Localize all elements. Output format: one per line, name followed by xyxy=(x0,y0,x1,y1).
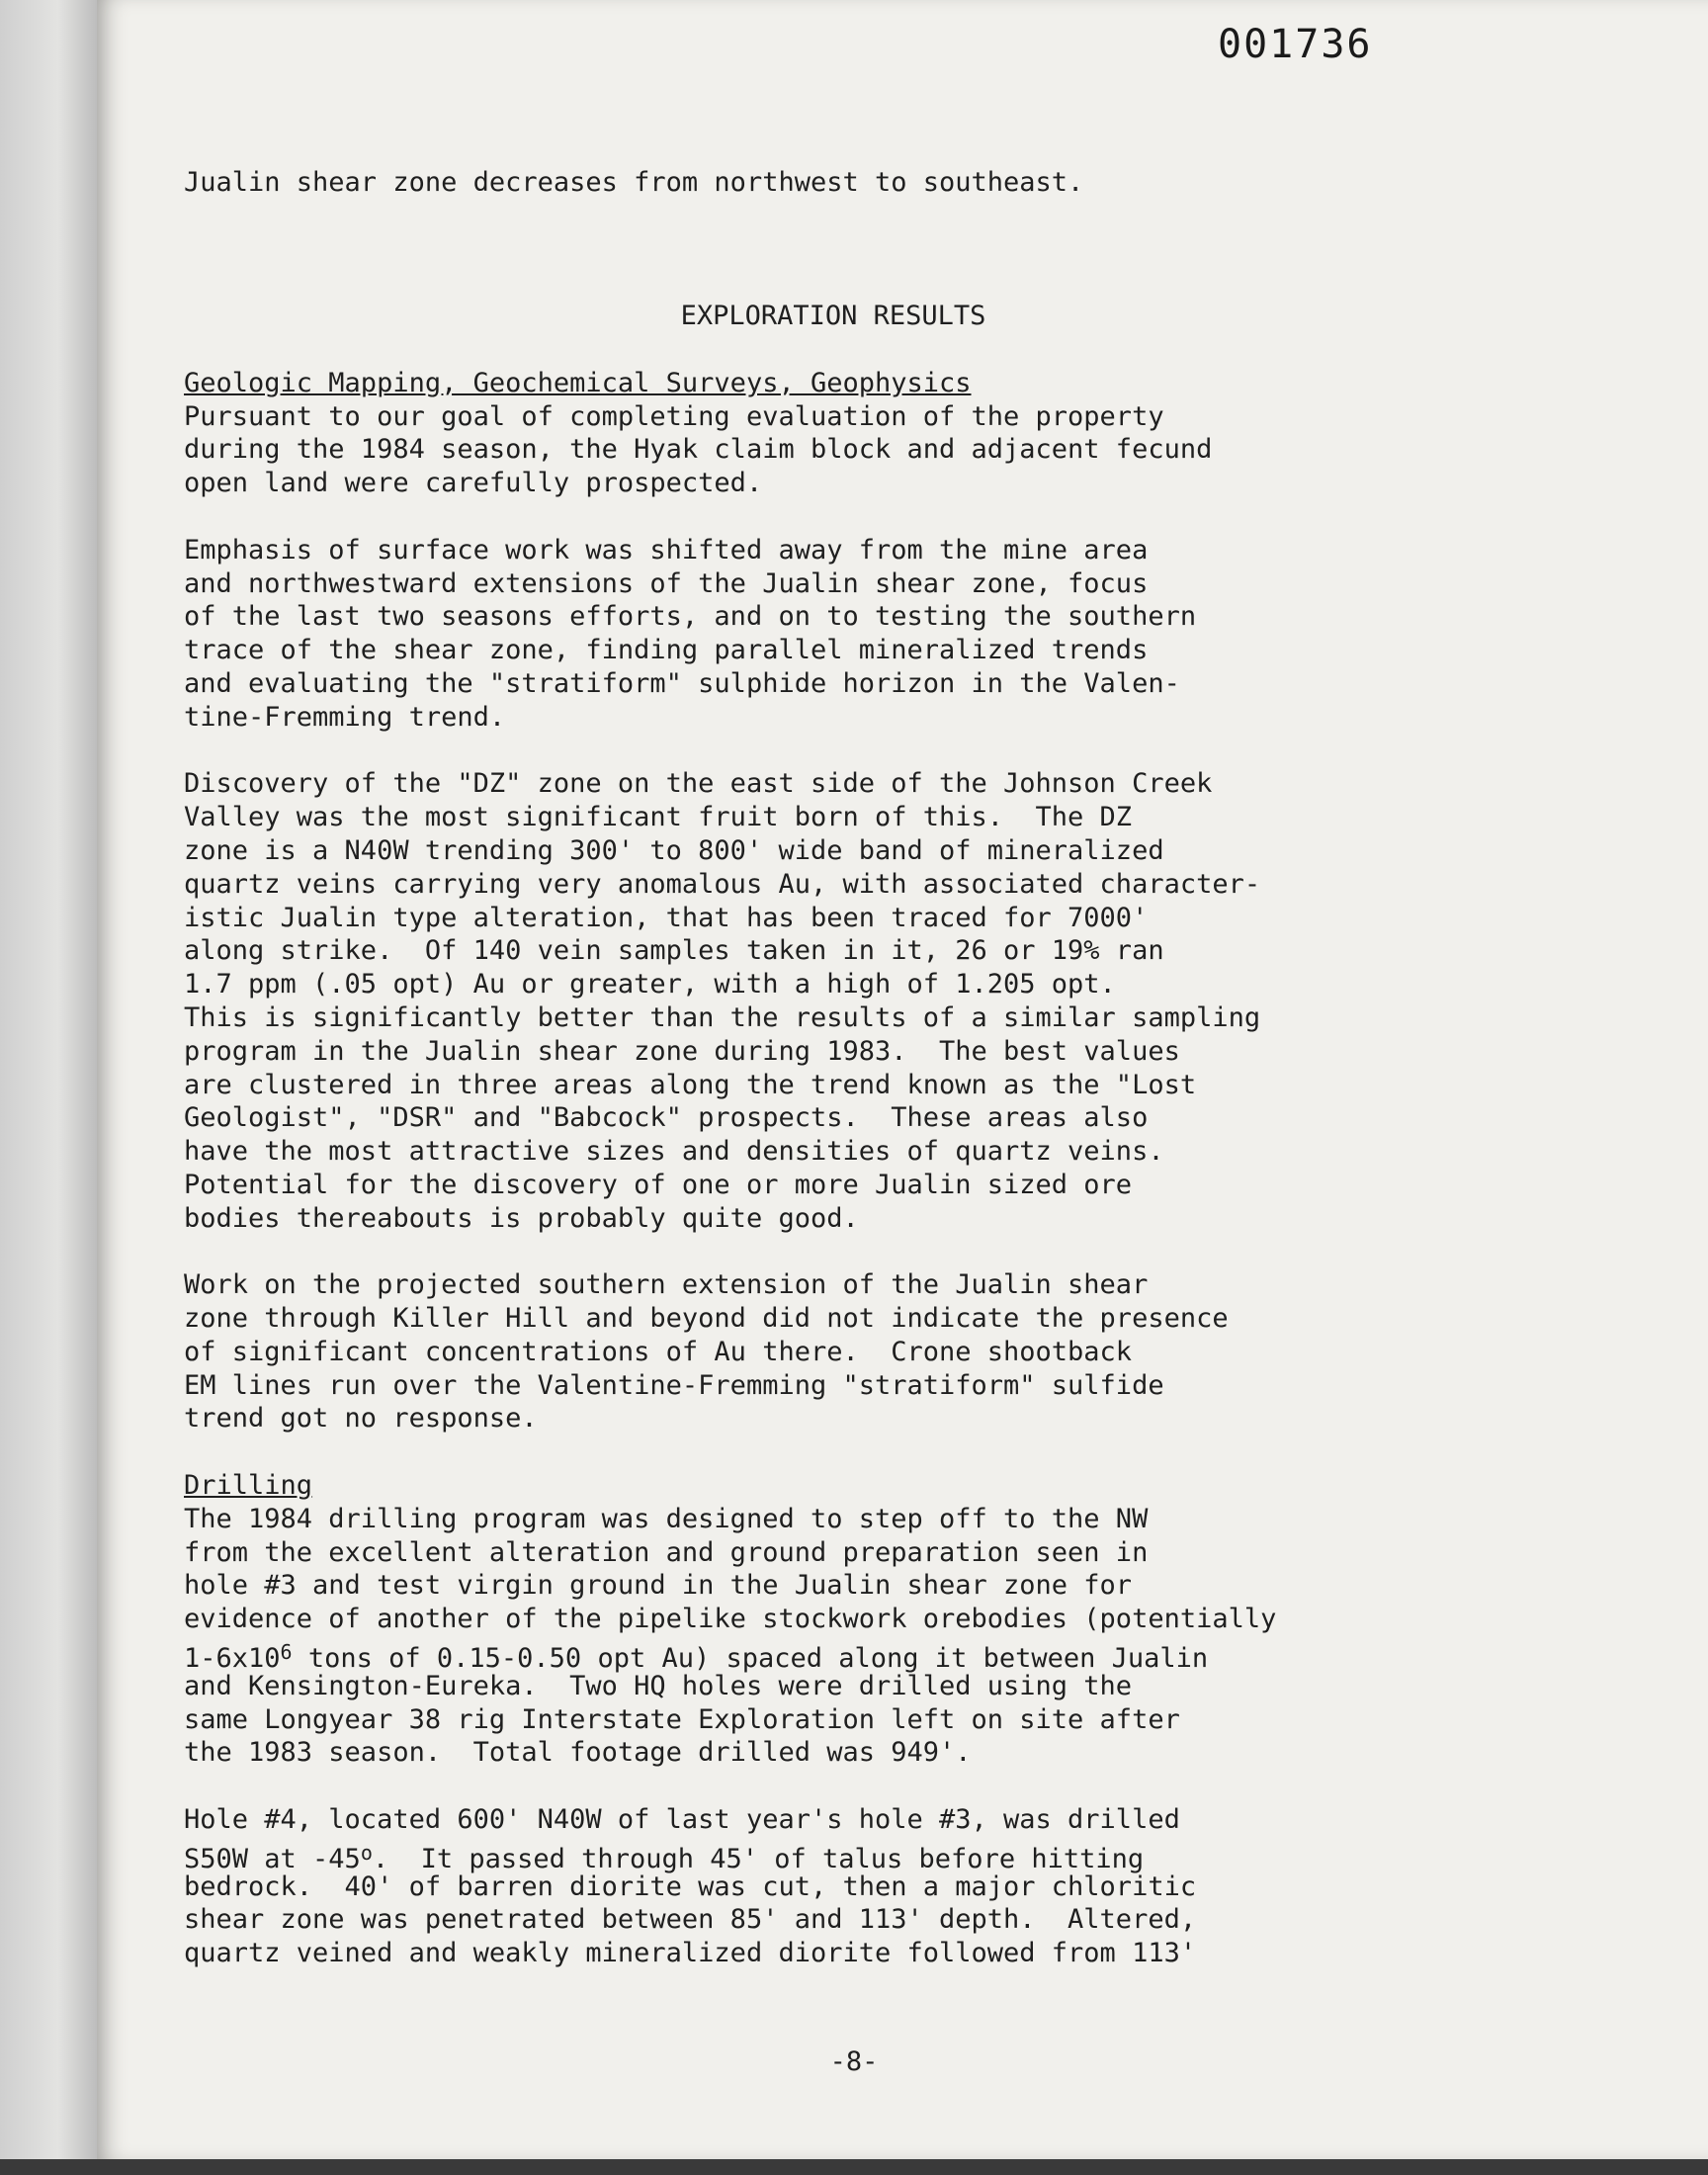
text-line: Hole #4, located 600' N40W of last year's hole #3, was drilled xyxy=(184,1804,1180,1836)
text-line: zone is a N40W trending 300' to 800' wide band of mineralized xyxy=(184,834,1164,866)
text-line: during the 1984 season, the Hyak claim block and adjacent fecund xyxy=(184,434,1213,466)
text-line: program in the Jualin shear zone during 1983. The best values xyxy=(184,1035,1180,1067)
text-line: tine-Fremming trend. xyxy=(184,701,506,733)
paragraph-3 xyxy=(184,767,1568,1235)
text-line: from the excellent alteration and ground preparation seen in xyxy=(184,1536,1149,1568)
text-line: open land were carefully prospected. xyxy=(184,468,763,499)
text-line: EM lines run over the Valentine-Fremming "stratiform" sulfide xyxy=(184,1369,1164,1401)
text-line: Discovery of the "DZ" zone on the east side of the Johnson Creek xyxy=(184,768,1213,800)
subheading-drilling: Drilling xyxy=(184,1470,313,1502)
text-line: istic Jualin type alteration, that has been traced for 7000' xyxy=(184,902,1149,933)
paragraph-6 xyxy=(184,1803,1568,1970)
paragraph-2 xyxy=(184,534,1568,735)
text-line: hole #3 and test virgin ground in the Jualin shear zone for xyxy=(184,1570,1133,1602)
text-line: Pursuant to our goal of completing evaluation of the property xyxy=(184,400,1164,432)
text-line: bedrock. 40' of barren diorite was cut, then a major chloritic xyxy=(184,1870,1197,1902)
text-line: trend got no response. xyxy=(184,1403,538,1435)
paragraph-1 xyxy=(184,400,1568,500)
section-title: EXPLORATION RESULTS xyxy=(680,301,986,332)
text-line: This is significantly better than the results of a similar sampling xyxy=(184,1001,1261,1033)
text-line: Potential for the discovery of one or more Jualin sized ore xyxy=(184,1169,1133,1200)
text-line: of significant concentrations of Au there. Crone shootback xyxy=(184,1336,1133,1367)
text-line: and northwestward extensions of the Jualin shear zone, focus xyxy=(184,567,1149,599)
paragraph-5 xyxy=(184,1503,1568,1770)
subheading-geologic-mapping: Geologic Mapping, Geochemical Surveys, Geophysics xyxy=(184,367,972,398)
text-line: The 1984 drilling program was designed to step off to the NW xyxy=(184,1503,1149,1534)
text-line-tons: $1-6x10^6$ tons of 0.15-0.50 opt Au) spaced along it between Jualin xyxy=(184,1640,1209,1675)
text-line: the 1983 season. Total footage drilled was 949'. xyxy=(184,1737,972,1769)
intro-line: Jualin shear zone decreases from northwest to southeast. xyxy=(184,167,1084,198)
page-stamp-number: 001736 xyxy=(1218,22,1373,67)
scan-left-edge xyxy=(0,0,97,2175)
text-line: same Longyear 38 rig Interstate Exploration left on site after xyxy=(184,1703,1180,1735)
text-line: and evaluating the "stratiform" sulphide horizon in the Valen- xyxy=(184,667,1180,699)
text-line: are clustered in three areas along the trend known as the "Lost xyxy=(184,1069,1197,1100)
text-line: 1.7 ppm (.05 opt) Au or greater, with a high of 1.205 opt. xyxy=(184,969,1116,1000)
text-line: and Kensington-Eureka. Two HQ holes were drilled using the xyxy=(184,1670,1133,1701)
text-line: Valley was the most significant fruit born of this. The DZ xyxy=(184,802,1133,833)
text-line: trace of the shear zone, finding parallel mineralized trends xyxy=(184,635,1149,666)
document-body xyxy=(184,166,1568,1970)
text-line: shear zone was penetrated between 85' and 113' depth. Altered, xyxy=(184,1904,1197,1936)
text-line: Emphasis of surface work was shifted away from the mine area xyxy=(184,534,1149,566)
text-line: of the last two seasons efforts, and on to testing the southern xyxy=(184,601,1197,633)
text-line: quartz veined and weakly mineralized diorite followed from 113' xyxy=(184,1938,1197,1969)
page-number: -8- xyxy=(829,2046,879,2077)
text-line: bodies thereabouts is probably quite good. xyxy=(184,1202,859,1234)
text-line-angle: S50W at -45$^o$. It passed through 45' of talus before hitting xyxy=(184,1840,1145,1874)
text-line: Work on the projected southern extension of the Jualin shear xyxy=(184,1269,1149,1301)
text-line: Geologist", "DSR" and "Babcock" prospects. These areas also xyxy=(184,1102,1149,1134)
text-line: have the most attractive sizes and densities of quartz veins. xyxy=(184,1136,1164,1168)
text-line: along strike. Of 140 vein samples taken in it, 26 or 19% ran xyxy=(184,935,1164,967)
text-line: zone through Killer Hill and beyond did not indicate the presence xyxy=(184,1303,1229,1335)
paragraph-4 xyxy=(184,1268,1568,1436)
text-line: evidence of another of the pipelike stockwork orebodies (potentially xyxy=(184,1604,1277,1635)
scan-bottom-edge xyxy=(0,2159,1708,2175)
text-line: quartz veins carrying very anomalous Au, with associated character- xyxy=(184,868,1261,900)
